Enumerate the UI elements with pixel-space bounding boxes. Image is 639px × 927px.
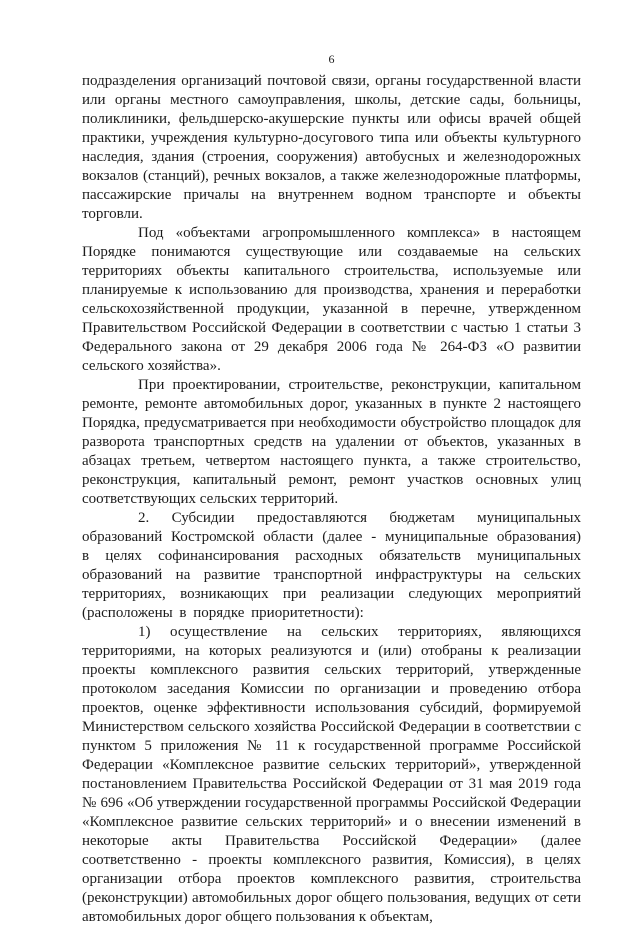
paragraph-4: 2. Субсидии предоставляются бюджетам муниципальных образований Костромской области (далее - муниципальные образования) в целях софинансирования расходных обязательств муниципальных образований на развитие транспортной инфраструктуры на сельских территориях, возникающих при реализации следующих мероприятий (расположены в порядке приоритетности): — [82, 510, 581, 621]
paragraph-3: При проектировании, строительстве, реконструкции, капитальном ремонте, ремонте автомобильных дорог, указанных в пункте 2 настоящего Порядка, предусматривается при необходимости обустройство площадок для разворота транспортных средств на удалении от объектов, указанных в абзацах третьем, четвертом настоящего пункта, а также строительство, реконструкция, капитальный ремонт, ремонт участков основных улиц соответствующих сельских территорий. — [82, 377, 581, 507]
paragraph-1: подразделения организаций почтовой связи, органы государственной власти или органы местного самоуправления, школы, детские сады, больницы, поликлиники, фельдшерско-акушерские пункты или офисы врачей общей практики, учреждения культурно-досугового типа или объекты культурного наследия, здания (строения, сооружения) автобусных и железнодорожных вокзалов (станций), речных вокзалов, а также железнодорожные платформы, пассажирские причалы на внутреннем водном транспорте и объекты торговли. — [82, 73, 581, 222]
paragraph-5: 1) осуществление на сельских территориях, являющихся территориями, на которых реализуются и (или) отобраны к реализации проекты комплексного развития сельских территорий, утвержденные протоколом заседания Комиссии по организации и проведению отбора проектов, оценке эффективности использования субсидий, формируемой Министерством сельского хозяйства Российской Федерации в соответствии с пунктом 5 приложения № 11 к государственной программе Российской Федерации «Комплексное развитие сельских территорий», утвержденной постановлением Правительства Российской Федерации от 31 мая 2019 года № 696 «Об утверждении государственной программы Российской Федерации «Комплексное развитие сельских территорий» и о внесении изменений в некоторые акты Правительства Российской Федерации» (далее соответственно - проекты комплексного развития, Комиссия), в целях организации отбора проектов комплексного развития, строительства (реконструкции) автомобильных дорог общего пользования, ведущих от сети автомобильных дорог общего пользования к объектам, — [82, 624, 581, 925]
page-number: 6 — [328, 52, 335, 66]
paragraph-2: Под «объектами агропромышленного комплекса» в настоящем Порядке понимаются существующие или создаваемые на сельских территориях объекты капитального строительства, используемые или планируемые к использованию для производства, хранения и переработки сельскохозяйственной продукции, указанной в перечне, утвержденном Правительством Российской Федерации в соответствии с частью 1 статьи 3 Федерального закона от 29 декабря 2006 года № 264-ФЗ «О развитии сельского хозяйства». — [82, 225, 581, 374]
